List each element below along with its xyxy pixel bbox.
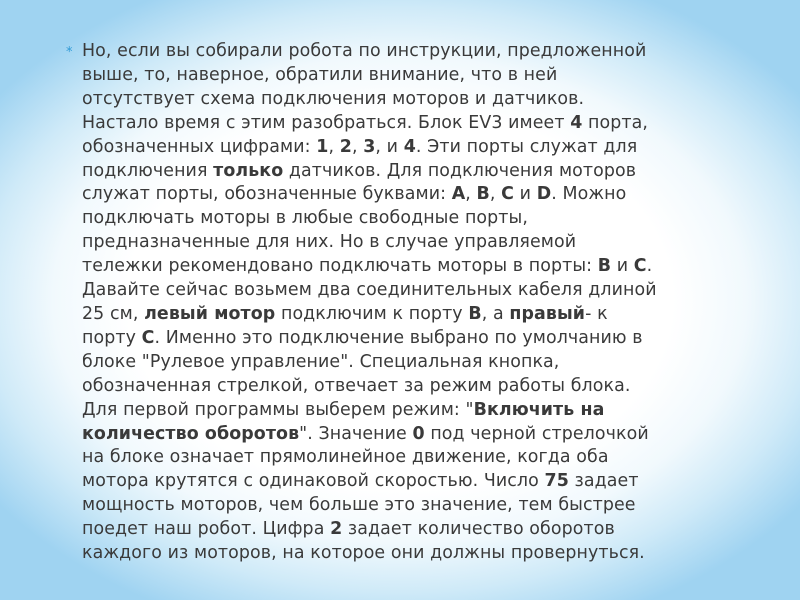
text-line — [82, 399, 742, 423]
bold-text-run: C — [501, 184, 515, 205]
text-line — [82, 40, 742, 64]
text-run: датчиков. Для подключения моторов — [283, 160, 637, 181]
text-line — [82, 327, 742, 351]
text-run: . Эти порты служат для — [415, 136, 638, 157]
bold-text-run: количество оборотов — [82, 423, 300, 444]
text-line — [82, 183, 742, 207]
text-run: порту — [82, 327, 142, 348]
text-run: под черной стрелочкой — [424, 423, 649, 444]
text-run: обозначенных цифрами: — [82, 136, 317, 157]
text-run: подключения — [82, 160, 214, 181]
text-line — [82, 231, 742, 255]
bold-text-run: 3 — [363, 136, 376, 157]
text-run: - к — [585, 303, 608, 324]
bold-text-run: D — [536, 184, 552, 205]
text-line — [82, 207, 742, 231]
bold-text-run: C — [633, 256, 647, 277]
text-run: подключать моторы в любые свободные порты, — [82, 208, 528, 229]
text-run: задает — [568, 471, 639, 492]
text-run: 25 см, — [82, 303, 145, 324]
text-line — [82, 423, 742, 447]
text-run: обозначенная стрелкой, отвечает за режим работы блока. — [82, 375, 631, 396]
bold-text-run: 2 — [330, 519, 343, 540]
text-run: Для первой программы выберем режим: " — [82, 399, 474, 420]
text-run: , — [351, 136, 364, 157]
text-run: предназначенные для них. Но в случае управляемой — [82, 232, 577, 253]
text-run: ". Значение — [299, 423, 413, 444]
bold-text-run: B — [597, 256, 612, 277]
text-run: . — [646, 256, 653, 277]
text-line — [82, 136, 742, 160]
text-run: тележки рекомендовано подключать моторы в порты: — [82, 256, 598, 277]
paragraph-text — [82, 40, 742, 566]
text-run: служат порты, обозначенные буквами: — [82, 184, 452, 205]
text-run: задает количество оборотов — [342, 519, 615, 540]
text-run: , — [465, 184, 477, 205]
text-line — [82, 303, 742, 327]
text-run: подключим к порту — [275, 303, 469, 324]
text-line — [82, 542, 742, 566]
bold-text-run: 0 — [412, 423, 425, 444]
text-run: выше, то, наверное, обратили внимание, что в ней — [82, 64, 558, 85]
bold-text-run: левый мотор — [144, 303, 276, 324]
bold-text-run: 4 — [570, 112, 583, 133]
text-line — [82, 494, 742, 518]
text-line — [82, 112, 742, 136]
bold-text-run: A — [451, 184, 466, 205]
text-run: блоке "Рулевое управление". Специальная кнопка, — [82, 351, 560, 372]
text-run: мотора крутятся с одинаковой скоростью. Число — [82, 471, 545, 492]
text-run: , — [489, 184, 502, 205]
text-run: каждого из моторов, на которое они должны провернуться. — [82, 543, 645, 564]
bold-text-run: 1 — [316, 136, 329, 157]
bold-text-run: C — [141, 327, 155, 348]
text-line — [82, 64, 742, 88]
bold-text-run: B — [476, 184, 490, 205]
text-line — [82, 279, 742, 303]
text-run: . Именно это подключение выбрано по умолчанию в — [154, 327, 643, 348]
text-run: поедет наш робот. Цифра — [82, 519, 331, 540]
text-run: Но, если вы собирали робота по инструкции, предложенной — [82, 41, 647, 61]
bold-text-run: 4 — [403, 136, 416, 157]
text-line — [82, 446, 742, 470]
bold-text-run: B — [468, 303, 482, 324]
text-run: на блоке означает прямолинейное движение, когда оба — [82, 447, 609, 468]
text-run: , и — [375, 136, 404, 157]
text-line — [82, 160, 742, 184]
bold-text-run: 75 — [544, 471, 569, 492]
bold-text-run: только — [213, 160, 284, 181]
text-run: отсутствует схема подключения моторов и датчиков. — [82, 88, 585, 109]
bullet-icon: * — [66, 45, 73, 60]
text-line — [82, 518, 742, 542]
text-run: , — [328, 136, 340, 157]
text-run: мощность моторов, чем больше это значение, тем быстрее — [82, 495, 636, 516]
bold-text-run: 2 — [339, 136, 352, 157]
text-line — [82, 470, 742, 494]
text-run: и — [514, 184, 537, 205]
text-line — [82, 255, 742, 279]
text-run: порта, — [582, 112, 649, 133]
text-line — [82, 351, 742, 375]
text-run: Настало время с этим разобраться. Блок EV3 имеет — [82, 112, 571, 133]
text-line — [82, 375, 742, 399]
bold-text-run: Включить на — [473, 399, 605, 420]
text-line — [82, 88, 742, 112]
bold-text-run: правый — [509, 303, 586, 324]
text-run: , а — [481, 303, 510, 324]
text-run: Давайте сейчас возьмем два соединительных кабеля длиной — [82, 280, 657, 301]
text-run: и — [611, 256, 634, 277]
text-run: . Можно — [551, 184, 627, 205]
